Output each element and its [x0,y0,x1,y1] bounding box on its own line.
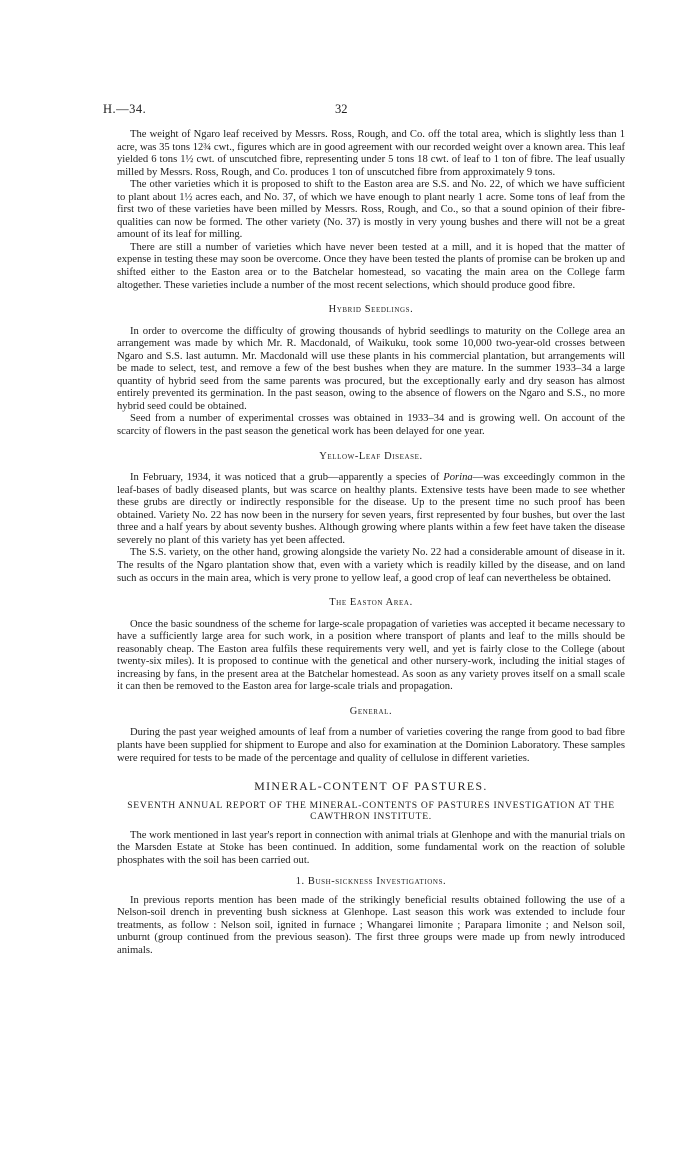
bush-sickness-paragraph: In previous reports mention has been made of the strikingly beneficial results obtained following the use of a Nelson-soil drench in preventing bush sickness at Glenhope. Last season this work was extended to include four treatments, as follow : Nelson soil, ignited in furnace ; Whangarei limonite ; Parapara limonite ; and Nelson soil, unburnt (group continued from the previous season). The first three groups were made up from newly introduced animals. [117,894,625,956]
yellow-leaf-text-start: In February, 1934, it was noticed that a grub—apparently a species of [130,472,444,484]
page-header [103,102,625,129]
bush-sickness-heading: 1. Bush-sickness Investigations. [295,876,447,888]
mineral-content-title: MINERAL-CONTENT OF PASTURES. [254,779,488,794]
yellow-leaf-paragraph-2: The S.S. variety, on the other hand, growing alongside the variety No. 22 had a considerable amount of disease in it. The results of the Ngaro plantation show that, even with a variety which is readily killed by the disease, and on land such as occurs in the main area, which is very prone to yellow leaf, a good crop of leaf can nevertheless be obtained. [117,547,625,584]
document-page [103,102,625,958]
hybrid-paragraph-1: In order to overcome the difficulty of growing thousands of hybrid seedlings to maturity on the College area an arrangement was made by which Mr. R. Macdonald, of Waikuku, took some 10,000 two-year-old crosses between Ngaro and S.S. last autumn. Mr. Macdonald will use these plants in his commercial plantation, but arrangements will be made to select, test, and remove a few of the best bushes when they are mature. In the summer 1933–34 a large quantity of hybrid seed from the same parents was procured, but the exceptionally early and dry season has almost entirely prevented its germination. In the past season, owing to the absence of flowers on the Ngaro and S.S., no more hybrid seed could be obtained. [117,325,625,412]
easton-area-heading: The Easton Area. [329,597,413,609]
intro-paragraph-2: The other varieties which it is proposed to shift to the Easton area are S.S. and No. 22, of which we have sufficient to plant about 1½ acres each, and No. 37, of which we have enough to plant nearly 1 acre. Some tons of leaf from the first two of these varieties have been milled by Messrs. Ross, Rough, and Co., so that a sound opinion of their fibre-qualities can now be formed. The other variety (No. 37) is mostly in very young bushes and there will not be a great amount of its leaf for milling. [117,179,625,241]
general-paragraph: During the past year weighed amounts of leaf from a number of varieties covering the range from good to bad fibre plants have been supplied for shipment to Europe and also for examination at the Dominion Laboratory. These samples were required for tests to be made of the percentage and quality of cellulose in different varieties. [117,727,625,764]
easton-area-paragraph: Once the basic soundness of the scheme for large-scale propagation of varieties was accepted it became necessary to have a sufficiently large area for such work, in a position where transport of plants and leaf to the mills should be reasonably cheap. The Easton area fulfils these requirements very well, and yet is fairly close to the College (about twenty-six miles). It is proposed to continue with the genetical and other nursery-work, including the initial stages of increasing by fans, in the present area at the Batchelar homestead. As soon as any variety proves itself on a small scale it can then be removed to the Easton area for large-scale trials and propagation. [117,618,625,693]
hybrid-seedlings-heading: Hybrid Seedlings. [328,304,414,316]
intro-paragraph-3: There are still a number of varieties which have never been tested at a mill, and it is hoped that the matter of expense in testing these may soon be overcome. Once they have been tested the plants of promise can be broken up and shifted either to the Easton area or to the Batchelar homestead, so vacating the main area on the College farm altogether. These varieties include a number of the most recent selections, which should produce good fibre. [117,241,625,291]
porina-species-name: Porina [443,472,473,484]
page-number: 32 [335,102,348,116]
yellow-leaf-heading: Yellow-Leaf Disease. [319,450,423,462]
hybrid-paragraph-2: Seed from a number of experimental crosses was obtained in 1933–34 and is growing well. On account of the scarcity of flowers in the past season the genetical work has been delayed for one year. [117,413,625,438]
general-heading: General. [349,705,393,717]
intro-paragraph-1: The weight of Ngaro leaf received by Messrs. Ross, Rough, and Co. off the total area, which is slightly less than 1 acre, was 35 tons 12¾ cwt., figures which are in good agreement with our recorded weight over a known area. This leaf yielded 6 tons 1½ cwt. of unscutched fibre, representing under 5 tons 18 cwt. of leaf to 1 ton of fibre. The leaf usually milled by Messrs. Ross, Rough, and Co. produces 1 ton of unscutched fibre from approximately 9 tons. [117,129,625,178]
report-code: H.—34. [103,102,147,116]
yellow-leaf-text-end: —was exceedingly common in the leaf-bases of badly diseased plants, but was scarce on healthy plants. Extensive tests have been made to see whether these grubs are directly or indirectly responsible for the disease. Up to the present time no such proof has been obtained. Variety No. 22 has now been in the nursery for seven years, first represented by four bushes, but over the last three and a half years by about seventy bushes. Although growing where plants within a few feet have taken the disease severely no plant of this variety has yet been affected. [117,472,625,546]
yellow-leaf-paragraph-1 [117,472,625,547]
annual-report-title: SEVENTH ANNUAL REPORT OF THE MINERAL-CONTENTS OF PASTURES INVESTIGATION AT THE CAWTHRON INSTITUTE. [127,799,615,823]
mineral-paragraph: The work mentioned in last year's report in connection with animal trials at Glenhope and with the manurial trials on the Marsden Estate at Stoke has been continued. In addition, some fundamental work on the reaction of soluble phosphates with the soil has been carried out. [117,829,625,866]
